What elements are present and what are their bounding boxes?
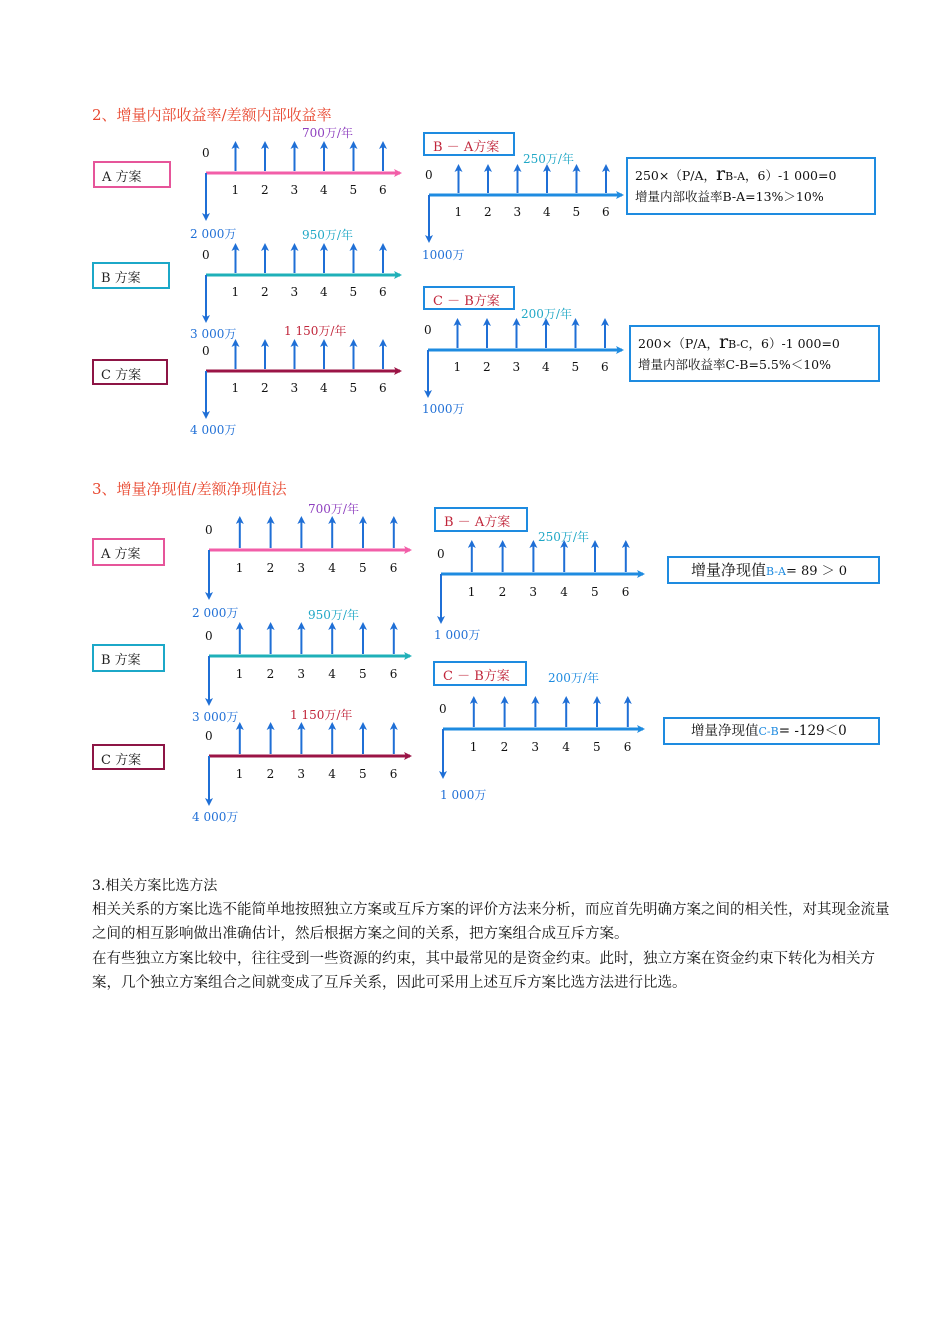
text3-paragraph2: 在有些独立方案比较中，往往受到一些资源的约束，其中最常见的是资金约束。此时，独立方案在资金约束下转化为相关方案，几个独立方案组合之间就变成了互斥关系，因此可采用上述互斥方案比选方法进行比选。 [92, 951, 875, 991]
s2-cb-zero-label: 0 [424, 323, 432, 337]
s2-b-period-3: 3 [290, 285, 299, 299]
s2-cb-period-2: 2 [483, 360, 491, 374]
s2-b-period-1: 1 [231, 285, 240, 299]
s3-a-period-2: 2 [266, 561, 275, 575]
s2-result-cb-r: r [718, 331, 729, 353]
s2-a-period-3: 3 [290, 183, 299, 197]
s2-c-period-5: 5 [349, 381, 358, 395]
s3-ba-period-1: 1 [467, 585, 476, 599]
s2-c-zero-label: 0 [202, 344, 210, 358]
s3-a-period-4: 4 [328, 561, 336, 575]
s2-a-period-6: 6 [379, 183, 387, 197]
s2-ba-period-4: 4 [543, 205, 551, 219]
s3-plan-b-label: B 方案 [92, 644, 165, 672]
s2-b-period-4: 4 [320, 285, 328, 299]
s3-a-period-1: 1 [235, 561, 244, 575]
s2-ba-period-3: 3 [513, 205, 522, 219]
s2-result-ba-r: r [715, 163, 726, 185]
s2-cb-period-5: 5 [571, 360, 580, 374]
s3-cb-period-3: 3 [531, 740, 540, 754]
text3-heading: 3.相关方案比选方法 [92, 878, 218, 894]
s3-cb-inflow-label: 200万/年 [548, 671, 599, 685]
s2-cb-outflow-label: 1000万 [422, 402, 465, 416]
s3-ba-zero-label: 0 [437, 547, 445, 561]
s3-ba-period-3: 3 [529, 585, 538, 599]
s2-cb-period-1: 1 [453, 360, 462, 374]
s2-plan-a-label: A 方案 [93, 161, 171, 188]
s3-cb-period-5: 5 [593, 740, 601, 754]
s2-ba-period-2: 2 [484, 205, 492, 219]
s2-c-period-4: 4 [320, 381, 328, 395]
s3-a-period-6: 6 [389, 561, 398, 575]
s2-a-inflow-label: 700万/年 [302, 126, 353, 140]
s3-c-inflow-label: 1 150万/年 [290, 708, 353, 722]
s2-b-period-6: 6 [379, 285, 387, 299]
s2-ba-period-1: 1 [454, 205, 463, 219]
s3-c-period-1: 1 [235, 767, 244, 781]
s3-ba-period-2: 2 [498, 585, 507, 599]
s2-a-outflow-label: 2 000万 [190, 227, 237, 241]
s2-a-period-1: 1 [231, 183, 240, 197]
s3-c-period-6: 6 [389, 767, 398, 781]
s2-ba-period-6: 6 [602, 205, 610, 219]
s3-a-inflow-label: 700万/年 [308, 502, 359, 516]
s2-cb-period-6: 6 [601, 360, 609, 374]
s3-diff-cb-label: C － B方案 [433, 661, 527, 686]
s3-b-period-4: 4 [328, 667, 336, 681]
s3-ba-period-4: 4 [560, 585, 568, 599]
s2-a-period-5: 5 [349, 183, 358, 197]
s3-b-zero-label: 0 [205, 629, 213, 643]
text3-paragraph1: 相关关系的方案比选不能简单地按照独立方案或互斥方案的评价方法来分析，而应首先明确方案之间的相关性，对其现金流量之间的相互影响做出准确估计，然后根据方案之间的关系，把方案组合成互斥方案。 [92, 902, 890, 942]
s2-ba-period-5: 5 [572, 205, 581, 219]
s2-b-zero-label: 0 [202, 248, 210, 262]
s2-b-period-2: 2 [261, 285, 269, 299]
s3-a-period-3: 3 [297, 561, 306, 575]
s2-b-outflow-label: 3 000万 [190, 327, 237, 341]
s3-b-period-6: 6 [389, 667, 398, 681]
s3-c-period-3: 3 [297, 767, 306, 781]
s3-c-period-4: 4 [328, 767, 336, 781]
s2-result-ba-line2: 增量内部收益率B-A=13%＞10% [635, 189, 824, 204]
s2-c-inflow-label: 1 150万/年 [284, 324, 347, 338]
s3-b-outflow-label: 3 000万 [192, 710, 239, 724]
s2-cb-inflow-label: 200万/年 [521, 307, 572, 321]
s3-ba-inflow-label: 250万/年 [538, 530, 589, 544]
s3-plan-c-label: C 方案 [92, 744, 165, 770]
s3-ba-outflow-label: 1 000万 [434, 628, 481, 642]
s3-result-cb-pre: 增量净现值 [691, 723, 759, 739]
s3-b-period-5: 5 [359, 667, 367, 681]
s3-result-cb-post: = -129＜0 [778, 723, 847, 739]
s3-b-period-2: 2 [266, 667, 275, 681]
s3-b-inflow-label: 950万/年 [308, 608, 359, 622]
s3-result-cb-sub: C-B [758, 725, 779, 738]
s2-result-cb-line2: 增量内部收益率C-B=5.5%＜10% [638, 357, 831, 372]
s3-a-zero-label: 0 [205, 523, 213, 537]
s3-cb-period-6: 6 [623, 740, 632, 754]
s2-b-inflow-label: 950万/年 [302, 228, 353, 242]
s2-a-period-2: 2 [261, 183, 269, 197]
s3-cb-zero-label: 0 [439, 702, 447, 716]
s3-cb-period-4: 4 [562, 740, 570, 754]
s2-ba-inflow-label: 250万/年 [523, 152, 574, 166]
s3-c-zero-label: 0 [205, 729, 213, 743]
s3-c-period-5: 5 [359, 767, 367, 781]
s3-ba-period-5: 5 [591, 585, 599, 599]
s2-plan-b-label: B 方案 [92, 262, 170, 289]
s2-a-period-4: 4 [320, 183, 328, 197]
s2-result-ba-post: ，6）-1 000=0 [745, 168, 837, 183]
s2-diff-cb-label: C － B方案 [423, 286, 515, 310]
s2-result-cb-pre: 200×（P/A， [638, 336, 719, 351]
s2-diff-ba-label: B － A方案 [423, 132, 515, 156]
s3-c-period-2: 2 [266, 767, 275, 781]
s3-a-outflow-label: 2 000万 [192, 606, 239, 620]
s3-result-ba-sub: B-A [766, 565, 786, 578]
s3-result-ba-pre: 增量净现值 [691, 561, 767, 579]
s2-ba-outflow-label: 1000万 [422, 248, 465, 262]
s2-b-period-5: 5 [349, 285, 358, 299]
s2-result-ba-sub: B-A [725, 170, 746, 183]
s3-cb-period-1: 1 [469, 740, 478, 754]
s2-result-cb-sub: B-C [728, 338, 749, 351]
section3-title: 3、增量净现值/差额净现值法 [92, 480, 287, 498]
section2-title: 2、增量内部收益率/差额内部收益率 [92, 106, 332, 124]
s3-b-period-1: 1 [235, 667, 244, 681]
s3-diff-ba-label: B － A方案 [434, 507, 528, 532]
s3-a-period-5: 5 [359, 561, 367, 575]
s2-result-cb-post: ，6）-1 000=0 [748, 336, 840, 351]
s3-plan-a-label: A 方案 [92, 538, 165, 566]
s3-c-outflow-label: 4 000万 [192, 810, 239, 824]
s2-ba-zero-label: 0 [425, 168, 433, 182]
s3-ba-period-6: 6 [621, 585, 630, 599]
s3-cb-outflow-label: 1 000万 [440, 788, 487, 802]
s2-result-ba-pre: 250×（P/A， [635, 168, 716, 183]
s2-cb-period-4: 4 [542, 360, 550, 374]
s2-c-period-2: 2 [261, 381, 269, 395]
s2-plan-c-label: C 方案 [92, 359, 168, 385]
s3-b-period-3: 3 [297, 667, 306, 681]
s2-c-period-3: 3 [290, 381, 299, 395]
s2-c-outflow-label: 4 000万 [190, 423, 237, 437]
s2-c-period-1: 1 [231, 381, 240, 395]
s3-cb-period-2: 2 [500, 740, 509, 754]
s2-cb-period-3: 3 [512, 360, 521, 374]
s2-c-period-6: 6 [379, 381, 387, 395]
s2-a-zero-label: 0 [202, 146, 210, 160]
s3-result-ba-post: = 89 ＞ 0 [785, 564, 848, 579]
